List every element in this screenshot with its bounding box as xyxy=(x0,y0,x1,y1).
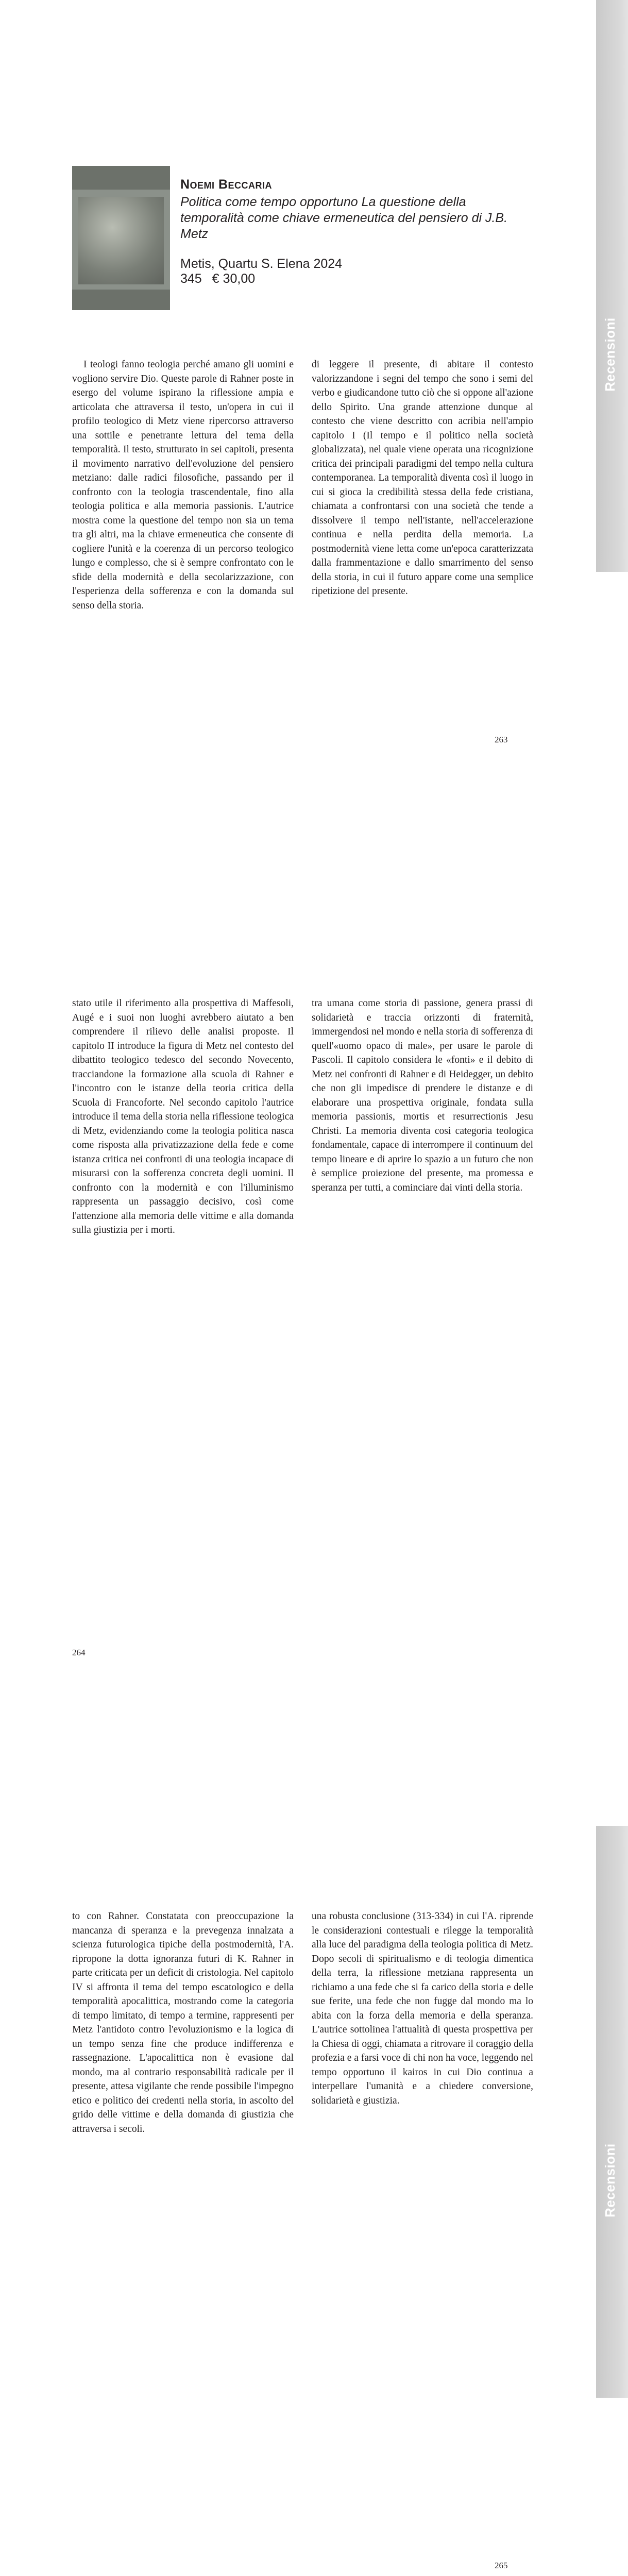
page-264-left-column xyxy=(72,996,294,1238)
body-text: stato utile il riferimento alla prospettiva di Maffesoli, Augé e i suoi non luoghi avrebbero aiutato a ben comprendere il rilievo delle analisi proposte. Il capitolo II introduce la figura di Metz nel contesto del dibattito teologico tedesco del secondo Novecento, tracciandone la formazione alla scuola di Rahner e l'incontro con le istanze della teoria critica della Scuola di Francoforte. Nel secondo capitolo l'autrice introduce il tema della storia nella riflessione teologica di Metz, evidenziando come la teologia politica nasca come risposta alla privatizzazione della fede e come istanza critica nei confronti di una teologia incapace di misurarsi con la sofferenza concreta degli uomini. Il confronto con la modernità e con l'illuminismo rappresenta un passaggio decisivo, così come l'attenzione alla memoria delle vittime e alla domanda sulla giustizia per i morti. xyxy=(72,998,294,1235)
page-264-right-column xyxy=(312,996,533,1195)
page-265 xyxy=(0,1826,628,2576)
body-text: tra umana come storia di passione, genera prassi di solidarietà e traccia orizzonti di fraternità, immergendosi nel mondo e nella storia di sofferenza di quell'«uomo opaco di male», per usare le parole di Pascoli. Il capitolo considera le «fonti» e il debito di Metz nei confronti di Rahner e di Heidegger, un debito che non gli impedisce di prendere le distanze e di elaborare una prospettiva originale, fondata sulla memoria passionis, mortis et resurrectionis Jesu Christi. La memoria diventa così categoria teologica fondamentale, capace di interrompere il continuum del tempo lineare e di aprire lo spazio a un futuro che non è semplice proiezione del presente, ma promessa e speranza per tutti, a cominciare dai vinti della storia. xyxy=(312,998,533,1193)
body-text: una robusta conclusione (313-334) in cui l'A. riprende le considerazioni contestuali e rilegge la temporalità alla luce del paradigma della teologia politica di Metz. Dopo secoli di spiritualismo e di teologia dimentica della terra, la riflessione metziana rappresenta un richiamo a una fede che si fa carico della storia e delle sue ferite, una fede che non fugge dal mondo ma lo abita con la forza della memoria e della speranza. L'autrice sottolinea l'attualità di questa prospettiva per la Chiesa di oggi, chiamata a ritrovare il coraggio della profezia e a farsi voce di chi non ha voce, leggendo nel tempo opportuno il kairos in cui Dio continua a interpellare l'umanità e a chiedere conversione, solidarietà e giustizia. xyxy=(312,1911,533,2106)
body-text: I teologi fanno teologia perché amano gli uomini e vogliono servire Dio. Queste parole di Rahner poste in esergo del volume ispirano la riflessione ampia e articolata che attraversa il testo, un'opera in cui il profilo teologico di Metz viene ripercorso attraverso una sottile e penetrante lettura del tema della temporalità. Il testo, strutturato in sei capitoli, presenta il movimento narrativo dell'evoluzione del pensiero metziano: dalle radici filosofiche, passando per il confronto con la teologia trascendentale, fino alla teologia politica e alla memoria passionis. L'autrice mostra come la questione del tempo non sia un tema tra gli altri, ma la chiave ermeneutica che consente di cogliere l'unità e la coerenza di un percorso teologico lungo e complesso, che si è sempre confrontato con le sfide della modernità e della secolarizzazione, con l'esperienza della sofferenza e con la domanda sul senso della storia. xyxy=(72,359,294,611)
book-info xyxy=(180,177,510,286)
book-publisher: Metis, Quartu S. Elena 2024 xyxy=(180,257,343,271)
page-265-left-column xyxy=(72,1909,294,2136)
section-tab xyxy=(596,1826,628,2398)
page-263 xyxy=(0,0,628,913)
book-author: Noemi Beccaria xyxy=(180,177,273,192)
section-tab-label: Recensioni xyxy=(602,2143,618,2217)
page-263-right-column xyxy=(312,358,533,599)
body-text: to con Rahner. Constatata con preoccupazione la mancanza di speranza e la prevegenza innalzata a scienza futurologica tipiche della postmodernità, l'A. ripropone la dotta ignoranza futuri di K. Rahner in parte criticata per un deficit di cristologia. Nel capitolo IV si affronta il tema del tempo escatologico e della temporalità apocalittica, mostrando come la categoria di tempo limitato, di tempo a termine, rappresenti per Metz l'antidoto contro l'evoluzionismo e la logica di un tempo senza fine che produce indifferenza e rassegnazione. L'apocalittica non è evasione dal mondo, ma al contrario responsabilità radicale per il presente, attesa vigilante che rende possibile l'impegno etico e politico dei credenti nella storia, in ascolto del grido delle vittime e della domanda di giustizia che attraversa i secoli. xyxy=(72,1911,294,2134)
book-pages: 345 xyxy=(180,272,202,286)
body-text: di leggere il presente, di abitare il contesto valorizzandone i segni del tempo che sono i semi del verbo e giudicandone tutto ciò che si oppone all'azione dello Spirito. Una grande attenzione dunque al contesto che viene descritto con acribia nell'ampio capitolo I (Il tempo e il politico nella società globalizzata), nel quale viene operata una ricognizione critica dei principali paradigmi del tempo nella cultura contemporanea. La temporalità diventa così il luogo in cui si gioca la credibilità stessa della fede cristiana, chiamata a confrontarsi con una società che tende a dissolvere il tempo nell'istante, nell'accelerazione continua e nella perdita della memoria. La postmodernità viene letta come un'epoca caratterizzata dalla frammentazione e dallo smarrimento del senso della storia, in cui il futuro appare come una semplice ripetizione del presente. xyxy=(312,359,533,597)
page-264 xyxy=(0,913,628,1826)
page-number: 265 xyxy=(495,2561,508,2570)
section-tab xyxy=(596,0,628,572)
book-cover-image xyxy=(72,166,170,310)
book-title: Politica come tempo opportuno La questione della temporalità come chiave ermeneutica del pensiero di J.B. Metz xyxy=(180,195,508,241)
book-header xyxy=(72,166,515,351)
book-pages-price xyxy=(180,272,510,286)
page-263-left-column xyxy=(72,358,294,613)
section-tab-label: Recensioni xyxy=(602,317,618,392)
book-price: € 30,00 xyxy=(212,272,256,286)
page-number: 263 xyxy=(495,735,508,744)
page-265-right-column xyxy=(312,1909,533,2108)
page-number: 264 xyxy=(72,1648,86,1657)
